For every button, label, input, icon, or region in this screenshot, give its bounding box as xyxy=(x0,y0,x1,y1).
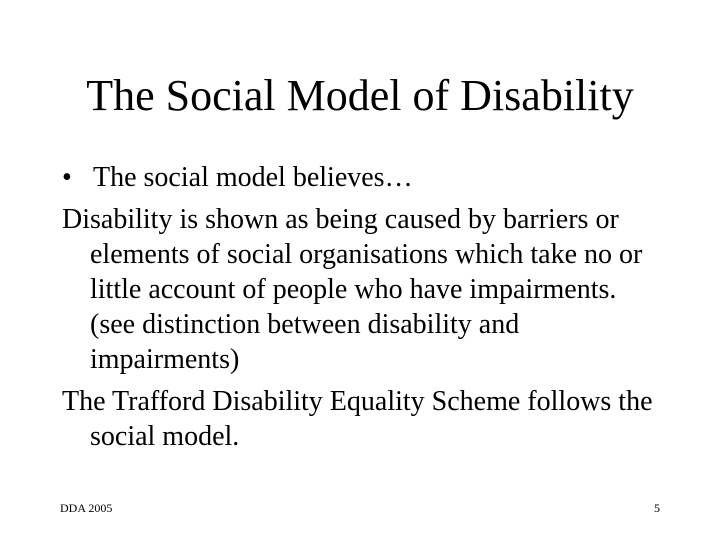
slide-body xyxy=(62,160,662,461)
page-number: 5 xyxy=(654,501,660,515)
bullet-item xyxy=(62,160,662,195)
slide-title: The Social Model of Disability xyxy=(86,71,634,120)
bullet-text: The social model believes… xyxy=(93,162,413,193)
body-paragraph-trafford-scheme: The Trafford Disability Equality Scheme follows the social model. xyxy=(62,386,653,452)
footer-label: DDA 2005 xyxy=(60,501,113,515)
bullet-icon: • xyxy=(62,162,72,193)
body-paragraph-disability: Disability is shown as being caused by barriers or elements of social organisations which take no or little account of people who have impairments. (see distinction between disability and impairments) xyxy=(62,204,643,375)
